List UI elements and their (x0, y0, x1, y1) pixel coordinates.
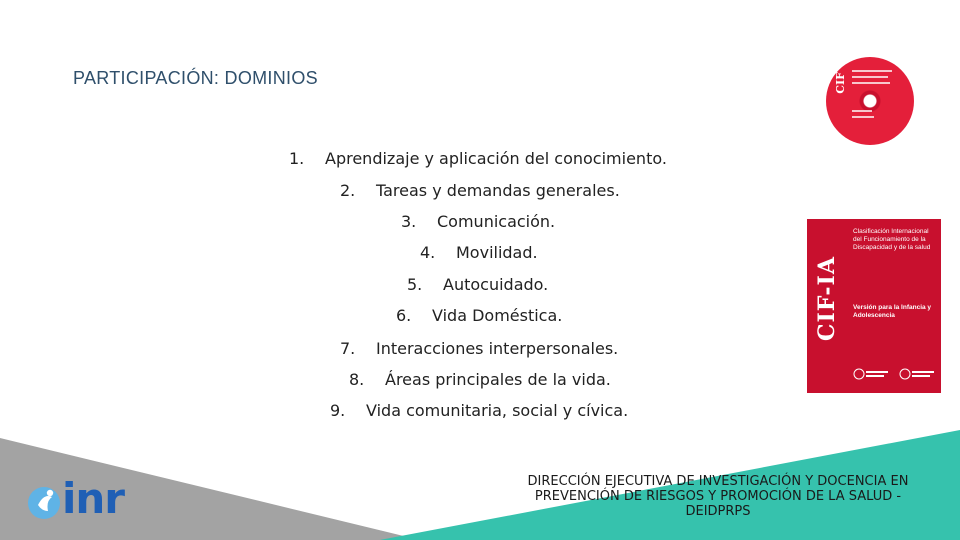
slide-title: PARTICIPACIÓN: DOMINIOS (73, 68, 318, 88)
domain-number: 8. (349, 370, 365, 389)
footer-text: DIRECCIÓN EJECUTIVA DE INVESTIGACIÓN Y DOCENCIA EN PREVENCIÓN DE RIESGOS Y PROMOCIÓN DE LA SALUD - DEIDPRPS (527, 474, 909, 519)
domain-item-5 (407, 275, 548, 294)
domain-item-2 (340, 181, 620, 200)
cd-spine-text: CIF (834, 72, 847, 94)
domain-item-7 (340, 339, 618, 358)
domain-item-1 (289, 149, 667, 168)
book-subtitle: Versión para la Infancia y Adolescencia (853, 304, 932, 319)
domain-label: Tareas y demandas generales. (376, 181, 620, 200)
domain-label: Interacciones interpersonales. (376, 339, 619, 358)
domain-item-8 (349, 370, 611, 389)
domain-number: 6. (396, 306, 412, 325)
book-publisher-logos (853, 366, 937, 382)
cd-text-line (852, 70, 892, 72)
cd-text-line (852, 116, 874, 118)
cd-text-line (852, 76, 888, 78)
domain-label: Áreas principales de la vida. (385, 370, 611, 389)
domain-number: 9. (330, 401, 346, 420)
domain-item-9 (330, 401, 628, 420)
domain-item-3 (401, 212, 555, 231)
domain-item-6 (396, 306, 562, 325)
domain-label: Vida comunitaria, social y cívica. (366, 401, 629, 420)
domain-number: 1. (289, 149, 305, 168)
cd-text-line (852, 110, 872, 112)
domain-label: Comunicación. (437, 212, 556, 231)
domain-item-4 (420, 243, 538, 262)
book-title: Clasificación Internacional del Funcionamiento de la Discapacidad y de la salud (853, 228, 931, 251)
cd-text-line (852, 82, 890, 84)
book-spine-text: CIF-IA (814, 256, 840, 342)
domain-label: Autocuidado. (443, 275, 549, 294)
domain-number: 3. (401, 212, 417, 231)
domain-label: Vida Doméstica. (432, 306, 563, 325)
domain-number: 5. (407, 275, 423, 294)
domain-number: 4. (420, 243, 436, 262)
domain-label: Aprendizaje y aplicación del conocimiento. (325, 149, 667, 168)
inr-logo-icon (26, 481, 66, 523)
inr-logo-text: inr (62, 474, 125, 523)
domain-label: Movilidad. (456, 243, 538, 262)
domain-number: 7. (340, 339, 356, 358)
domain-number: 2. (340, 181, 356, 200)
